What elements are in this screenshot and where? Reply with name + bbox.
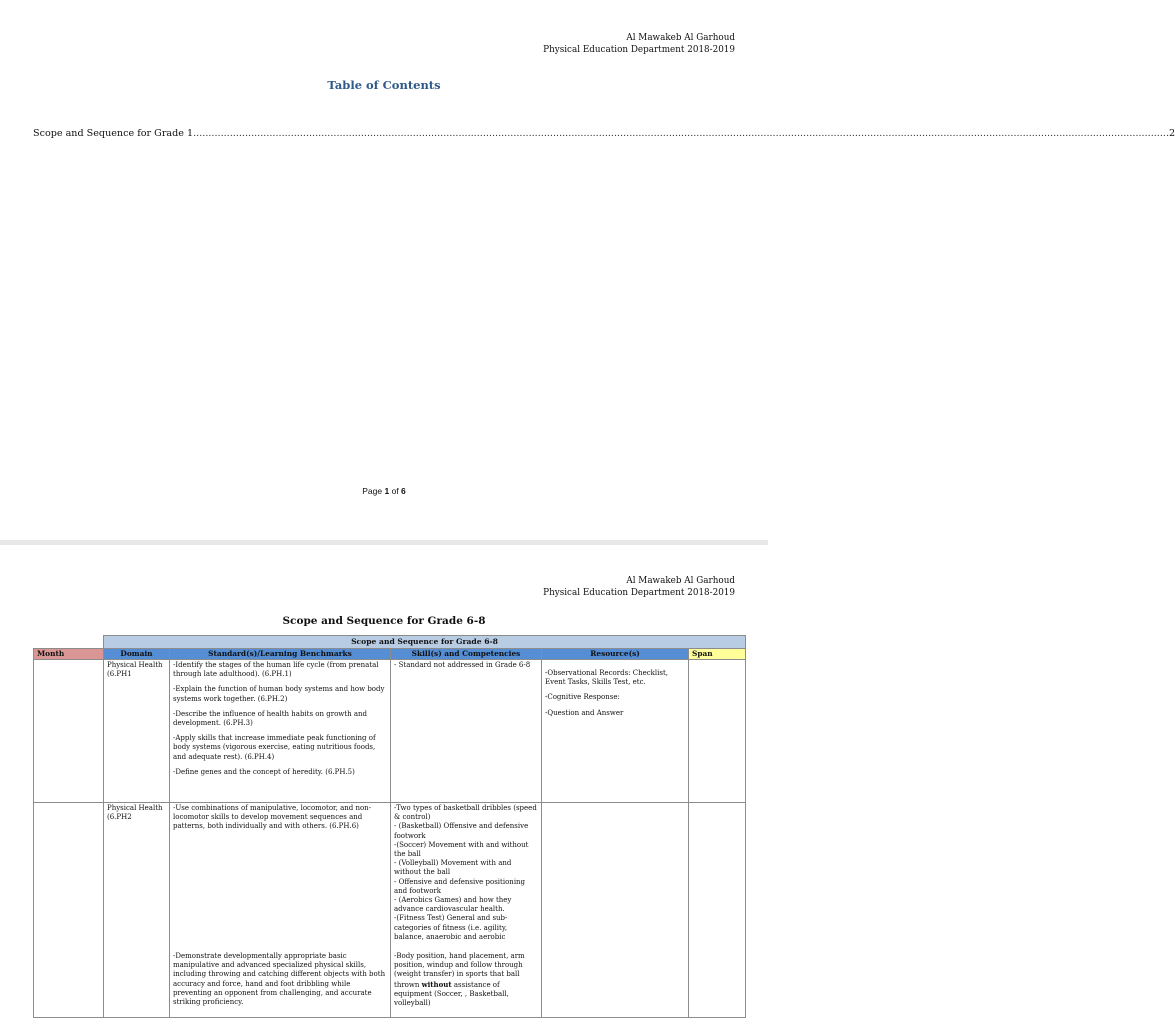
- table-row: [34, 803, 746, 1018]
- table-banner: Scope and Sequence for Grade 6-8: [104, 636, 746, 649]
- column-header-standards: Standard(s)/Learning Benchmarks: [170, 649, 391, 660]
- page-number-current: 1: [384, 486, 390, 496]
- skill-text: -Body position, hand placement, arm position, windup and follow through (weight transfer) in sports that ball thrown: [394, 952, 525, 989]
- standard-item: -Define genes and the concept of heredity. (6.PH.5): [173, 767, 355, 776]
- column-header-month: Month: [34, 649, 104, 660]
- cell-standards: [170, 803, 391, 1018]
- skill-emphasis: without: [421, 979, 452, 989]
- cell-skills: [391, 803, 542, 1018]
- cell-span: [689, 660, 746, 803]
- department-name: Physical Education Department 2018-2019: [543, 45, 735, 55]
- resource-item: -Cognitive Response:: [545, 693, 620, 702]
- skill-item: -Two types of basketball dribbles (speed & control): [394, 804, 537, 822]
- cell-month: [34, 803, 104, 1018]
- cell-skills: - Standard not addressed in Grade 6-8: [391, 660, 542, 803]
- department-name: Physical Education Department 2018-2019: [543, 588, 735, 598]
- table-header-row: [34, 649, 746, 660]
- document-page-2: [0, 545, 768, 1024]
- standard-item: -Explain the function of human body systems and how body systems work together. (6.PH.2): [173, 685, 385, 703]
- school-name: Al Mawakeb Al Garhoud: [626, 576, 735, 586]
- toc-leader-dots: ................................................................................................................................................................................................................................................................................................................................: [193, 128, 1169, 139]
- cell-standards: [170, 660, 391, 803]
- skill-text: assistance of equipment (Soccer, , Basketball, volleyball): [394, 980, 509, 1008]
- toc-entry[interactable]: [33, 128, 1175, 139]
- document-title: Scope and Sequence for Grade 6-8: [282, 615, 486, 627]
- cell-domain: Physical Health (6.PH1: [104, 660, 170, 803]
- skills-list: [394, 804, 538, 952]
- toc-title: Table of Contents: [327, 78, 441, 92]
- toc-entry-label[interactable]: Scope and Sequence for Grade 1: [33, 128, 194, 139]
- skill-item: - (Volleyball) Movement with and without the ball: [394, 859, 512, 877]
- cell-domain: Physical Health (6.PH2: [104, 803, 170, 1018]
- skill-item: [394, 952, 538, 1008]
- skill-item: - Offensive and defensive positioning and footwork: [394, 877, 526, 895]
- page-number-of: of: [389, 486, 402, 496]
- page-number-total: 6: [401, 486, 406, 496]
- page-header: [543, 32, 735, 56]
- page-number-prefix: Page: [362, 486, 385, 496]
- resource-item: -Question and Answer: [545, 708, 624, 717]
- standard-item: -Demonstrate developmentally appropriate basic manipulative and advanced specialized physical skills, including throwing and catching different objects with both accuracy and force, hand and foot dribbling while preventing an opponent from challenging, and accurate striking proficiency.: [173, 952, 386, 1007]
- cell-span: [689, 803, 746, 1018]
- standard-item: -Apply skills that increase immediate peak functioning of body systems (vigorous exercise, eating nutritious foods, and adequate rest). (6.PH.4): [173, 734, 376, 761]
- toc-entry-page[interactable]: 2: [1169, 128, 1175, 139]
- skill-item: - (Aerobics Games) and how they advance cardiovascular health.: [394, 896, 512, 914]
- column-header-skills: Skill(s) and Competencies: [391, 649, 542, 660]
- skill-item: -(Soccer) Movement with and without the ball: [394, 840, 529, 859]
- resource-item: -Observational Records: Checklist, Event Tasks, Skills Test, etc.: [545, 669, 669, 687]
- school-name: Al Mawakeb Al Garhoud: [626, 33, 735, 43]
- page-header: [543, 575, 735, 599]
- standard-item: -Describe the influence of health habits on growth and development. (6.PH.3): [173, 709, 367, 728]
- scope-sequence-table: [33, 635, 745, 1018]
- skill-item: -(Fitness Test) General and sub-categories of fitness (i.e. agility, balance, anaerobic and aerobic: [394, 914, 508, 941]
- standard-item: -Use combinations of manipulative, locomotor, and non-locomotor skills to develop movement sequences and patterns, both individually and with others. (6.PH.6): [173, 804, 372, 831]
- column-header-domain: Domain: [104, 649, 170, 660]
- page-number: [0, 486, 768, 496]
- standard-item: -Identify the stages of the human life cycle (from prenatal through late adulthood). (6.PH.1): [173, 661, 379, 679]
- column-header-resources: Resource(s): [542, 649, 689, 660]
- banner-blank-cell: [34, 636, 104, 649]
- cell-resources: [542, 660, 689, 803]
- skill-item: - (Basketball) Offensive and defensive footwork: [394, 822, 529, 840]
- cell-month: [34, 660, 104, 803]
- column-header-span: Span: [689, 649, 746, 660]
- cell-resources: [542, 803, 689, 1018]
- table-row: [34, 660, 746, 803]
- table-banner-row: [34, 636, 746, 649]
